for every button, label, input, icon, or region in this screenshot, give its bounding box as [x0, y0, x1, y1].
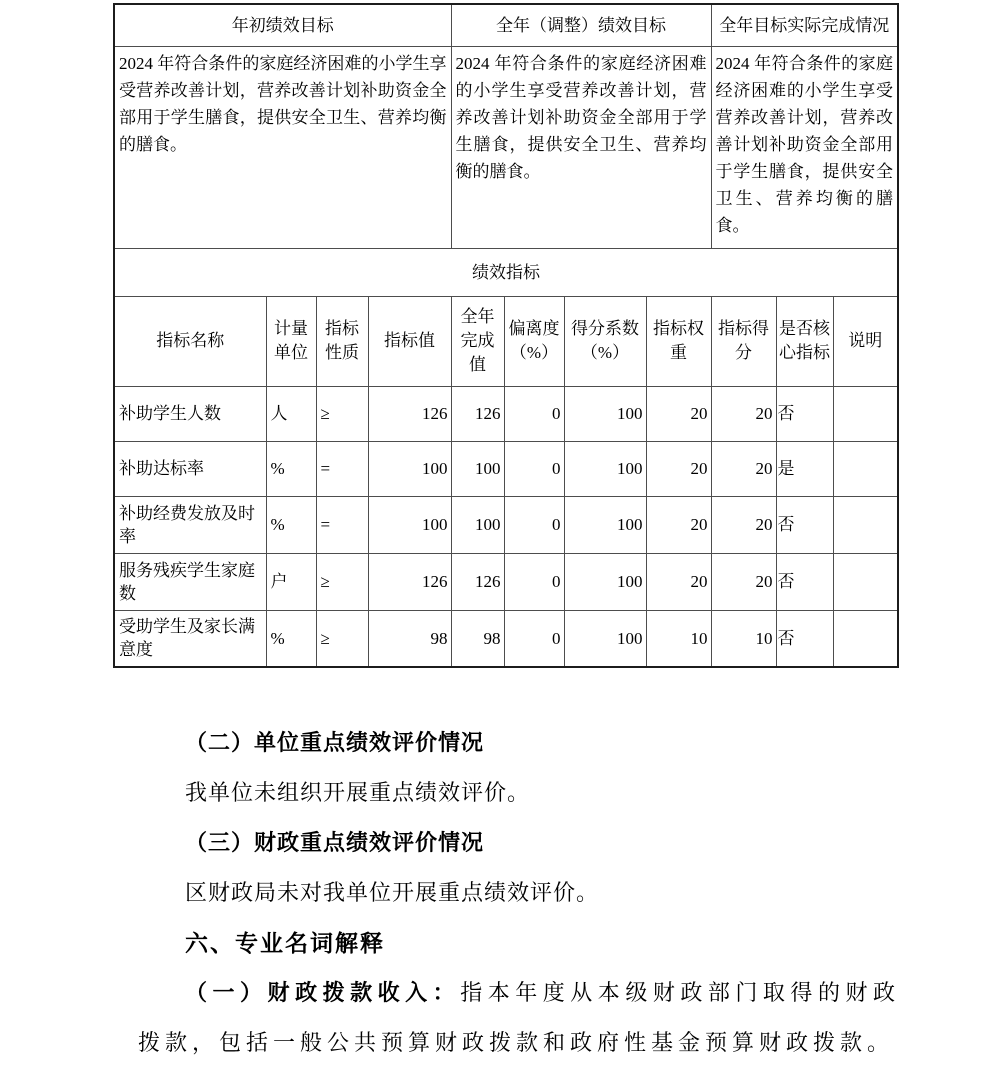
- indicator-weight: 20: [646, 553, 711, 610]
- indicator-weight: 20: [646, 441, 711, 496]
- indicator-unit: 人: [266, 386, 316, 441]
- indicator-core: 否: [776, 496, 833, 553]
- indicator-name: 补助经费发放及时率: [114, 496, 266, 553]
- indicator-name: 补助达标率: [114, 441, 266, 496]
- indicator-row: [114, 496, 898, 553]
- col-header-coef: 得分系数（%）: [564, 296, 646, 386]
- goal-header-actual: 全年目标实际完成情况: [711, 4, 898, 46]
- heading-fiscal-evaluation: （三）财政重点绩效评价情况: [185, 830, 485, 855]
- goal-header-adjusted: 全年（调整）绩效目标: [451, 4, 711, 46]
- indicator-score: 10: [711, 610, 776, 667]
- indicator-score: 20: [711, 386, 776, 441]
- indicator-weight: 10: [646, 610, 711, 667]
- term-definition: 指本年度从本级财政部门取得的财政拨款，包括一般公共预算财政拨款和政府性基金预算财政拨款。: [138, 980, 900, 1055]
- indicator-target: 100: [368, 441, 451, 496]
- indicator-score: 20: [711, 553, 776, 610]
- indicator-annual: 100: [451, 441, 504, 496]
- indicator-name: 补助学生人数: [114, 386, 266, 441]
- indicator-annual: 126: [451, 553, 504, 610]
- col-header-note: 说明: [833, 296, 898, 386]
- indicator-coef: 100: [564, 553, 646, 610]
- indicator-row: [114, 386, 898, 441]
- indicator-unit: %: [266, 496, 316, 553]
- indicator-row: [114, 553, 898, 610]
- col-header-nature: 指标性质: [316, 296, 368, 386]
- indicator-deviation: 0: [504, 496, 564, 553]
- indicator-target: 100: [368, 496, 451, 553]
- indicator-core: 是: [776, 441, 833, 496]
- col-header-deviation: 偏离度（%）: [504, 296, 564, 386]
- goal-text-initial: 2024 年符合条件的家庭经济困难的小学生享受营养改善计划，营养改善计划补助资金全部用于学生膳食，提供安全卫生、营养均衡的膳食。: [114, 46, 451, 248]
- indicator-target: 98: [368, 610, 451, 667]
- indicator-weight: 20: [646, 386, 711, 441]
- goal-text-adjusted: 2024 年符合条件的家庭经济困难的小学生享受营养改善计划，营养改善计划补助资金全部用于学生膳食，提供安全卫生、营养均衡的膳食。: [451, 46, 711, 248]
- indicator-note: [833, 441, 898, 496]
- indicator-deviation: 0: [504, 610, 564, 667]
- heading-unit-evaluation: （二）单位重点绩效评价情况: [185, 730, 485, 755]
- indicator-nature: ≥: [316, 610, 368, 667]
- indicator-row: [114, 610, 898, 667]
- paragraph-term-fiscal-appropriation: [138, 968, 900, 1068]
- indicator-target: 126: [368, 386, 451, 441]
- indicator-nature: =: [316, 496, 368, 553]
- indicator-note: [833, 610, 898, 667]
- goal-header-initial: 年初绩效目标: [114, 4, 451, 46]
- indicator-coef: 100: [564, 441, 646, 496]
- indicators-section-title: 绩效指标: [114, 248, 898, 296]
- goal-header-row: [114, 4, 898, 46]
- col-header-name: 指标名称: [114, 296, 266, 386]
- col-header-core: 是否核心指标: [776, 296, 833, 386]
- indicator-nature: ≥: [316, 553, 368, 610]
- indicator-deviation: 0: [504, 553, 564, 610]
- indicator-core: 否: [776, 553, 833, 610]
- indicator-coef: 100: [564, 610, 646, 667]
- goal-text-actual: 2024 年符合条件的家庭经济困难的小学生享受营养改善计划，营养改善计划补助资金全部用于学生膳食，提供安全卫生、营养均衡的膳食。: [711, 46, 898, 248]
- paragraph-unit-evaluation: 我单位未组织开展重点绩效评价。: [185, 780, 531, 805]
- col-header-weight: 指标权重: [646, 296, 711, 386]
- indicator-coef: 100: [564, 496, 646, 553]
- col-header-annual: 全年完成值: [451, 296, 504, 386]
- indicator-note: [833, 386, 898, 441]
- indicator-core: 否: [776, 610, 833, 667]
- term-lead-label: （一）财政拨款收入：: [185, 980, 461, 1005]
- col-header-unit: 计量单位: [266, 296, 316, 386]
- paragraph-fiscal-evaluation: 区财政局未对我单位开展重点绩效评价。: [185, 880, 600, 905]
- indicator-unit: %: [266, 441, 316, 496]
- indicator-deviation: 0: [504, 386, 564, 441]
- indicator-annual: 100: [451, 496, 504, 553]
- indicator-core: 否: [776, 386, 833, 441]
- col-header-score: 指标得分: [711, 296, 776, 386]
- indicator-nature: ≥: [316, 386, 368, 441]
- text-content: [138, 718, 900, 1068]
- indicators-header-row: [114, 296, 898, 386]
- indicator-deviation: 0: [504, 441, 564, 496]
- indicator-weight: 20: [646, 496, 711, 553]
- indicator-unit: %: [266, 610, 316, 667]
- indicator-target: 126: [368, 553, 451, 610]
- indicator-score: 20: [711, 496, 776, 553]
- indicator-coef: 100: [564, 386, 646, 441]
- indicator-annual: 126: [451, 386, 504, 441]
- goal-text-row: [114, 46, 898, 248]
- indicator-score: 20: [711, 441, 776, 496]
- indicator-note: [833, 496, 898, 553]
- heading-terminology: 六、专业名词解释: [185, 930, 385, 956]
- col-header-target: 指标值: [368, 296, 451, 386]
- indicator-unit: 户: [266, 553, 316, 610]
- indicator-nature: =: [316, 441, 368, 496]
- indicator-annual: 98: [451, 610, 504, 667]
- indicator-name: 服务残疾学生家庭数: [114, 553, 266, 610]
- indicator-name: 受助学生及家长满意度: [114, 610, 266, 667]
- indicators-section-row: [114, 248, 898, 296]
- performance-indicators-table: [113, 3, 899, 668]
- indicator-row: [114, 441, 898, 496]
- indicator-note: [833, 553, 898, 610]
